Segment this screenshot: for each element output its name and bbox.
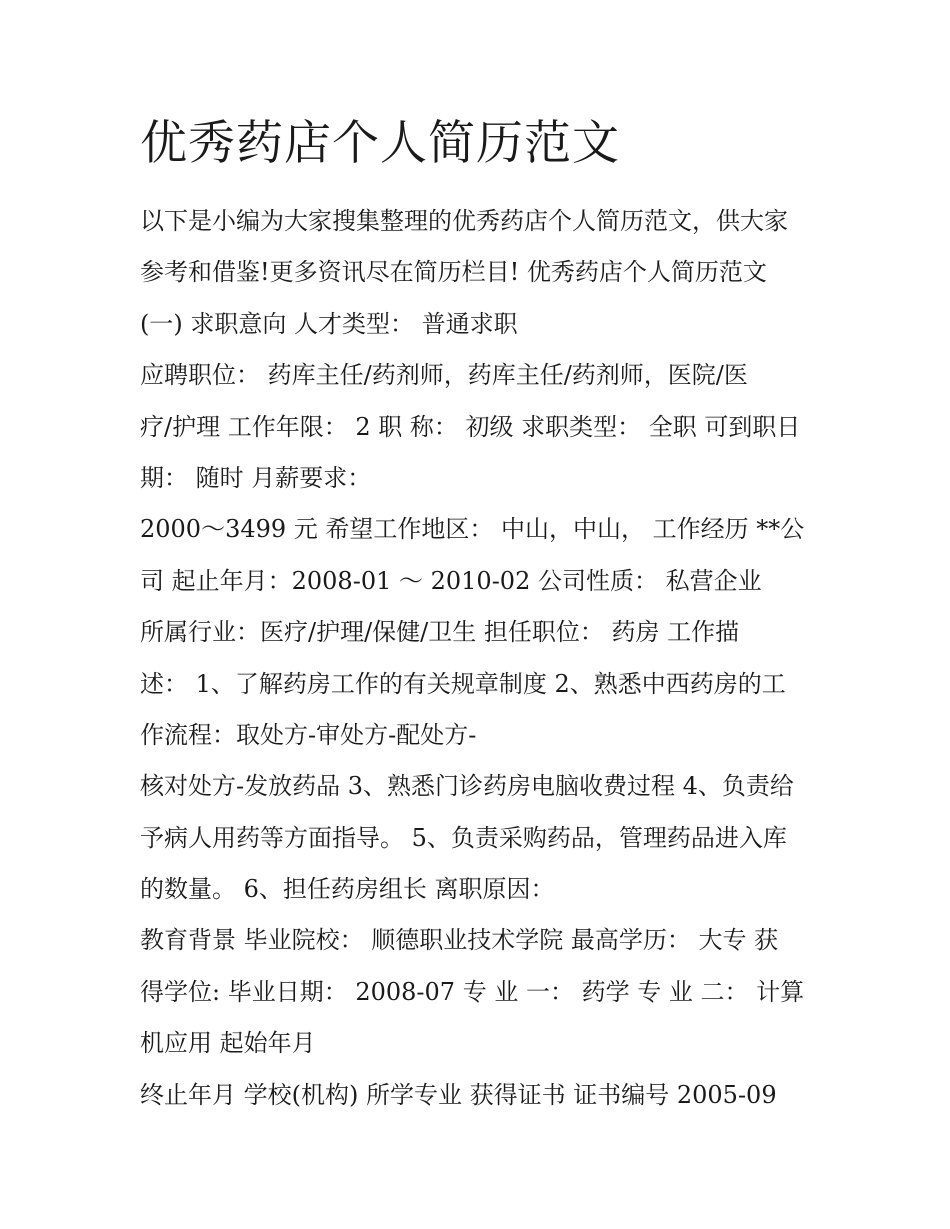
body-line: 期： 随时 月薪要求： (140, 463, 372, 492)
body-line: 核对处方-发放药品 3、熟悉门诊药房电脑收费过程 4、负责给 (140, 772, 794, 801)
body-line: 以下是小编为大家搜集整理的优秀药店个人简历范文，供大家 (140, 207, 788, 235)
document-body (140, 196, 830, 1121)
body-line: (一) 求职意向 人才类型： 普通求职 (140, 309, 518, 338)
body-line: 应聘职位： 药库主任/药剂师，药库主任/药剂师，医院/医 (140, 361, 748, 390)
body-line: 2000～3499 元 希望工作地区： 中山，中山， 工作经历 **公 (140, 515, 805, 544)
body-line: 述： 1、了解药房工作的有关规章制度 2、熟悉中西药房的工 (140, 669, 786, 698)
body-line: 参考和借鉴!更多资讯尽在简历栏目! 优秀药店个人简历范文 (140, 258, 767, 287)
body-line: 作流程：取处方-审处方-配处方- (140, 720, 477, 749)
body-line: 所属行业：医疗/护理/保健/卫生 担任职位： 药房 工作描 (140, 618, 740, 647)
body-line: 予病人用药等方面指导。 5、负责采购药品，管理药品进入库 (140, 823, 787, 852)
body-line: 得学位: 毕业日期： 2008-07 专 业 一： 药学 专 业 二： 计算 (140, 977, 805, 1006)
body-line: 终止年月 学校(机构) 所学专业 获得证书 证书编号 2005-09 (140, 1080, 777, 1109)
document-title: 优秀药店个人简历范文 (140, 116, 620, 171)
body-line: 疗/护理 工作年限： 2 职 称： 初级 求职类型： 全职 可到职日 (140, 412, 801, 441)
body-line: 机应用 起始年月 (140, 1029, 316, 1058)
body-line: 教育背景 毕业院校： 顺德职业技术学院 最高学历： 大专 获 (140, 926, 779, 955)
body-line: 的数量。 6、担任药房组长 离职原因： (140, 875, 555, 904)
body-line: 司 起止年月：2008-01 ～ 2010-02 公司性质： 私营企业 (140, 566, 762, 595)
